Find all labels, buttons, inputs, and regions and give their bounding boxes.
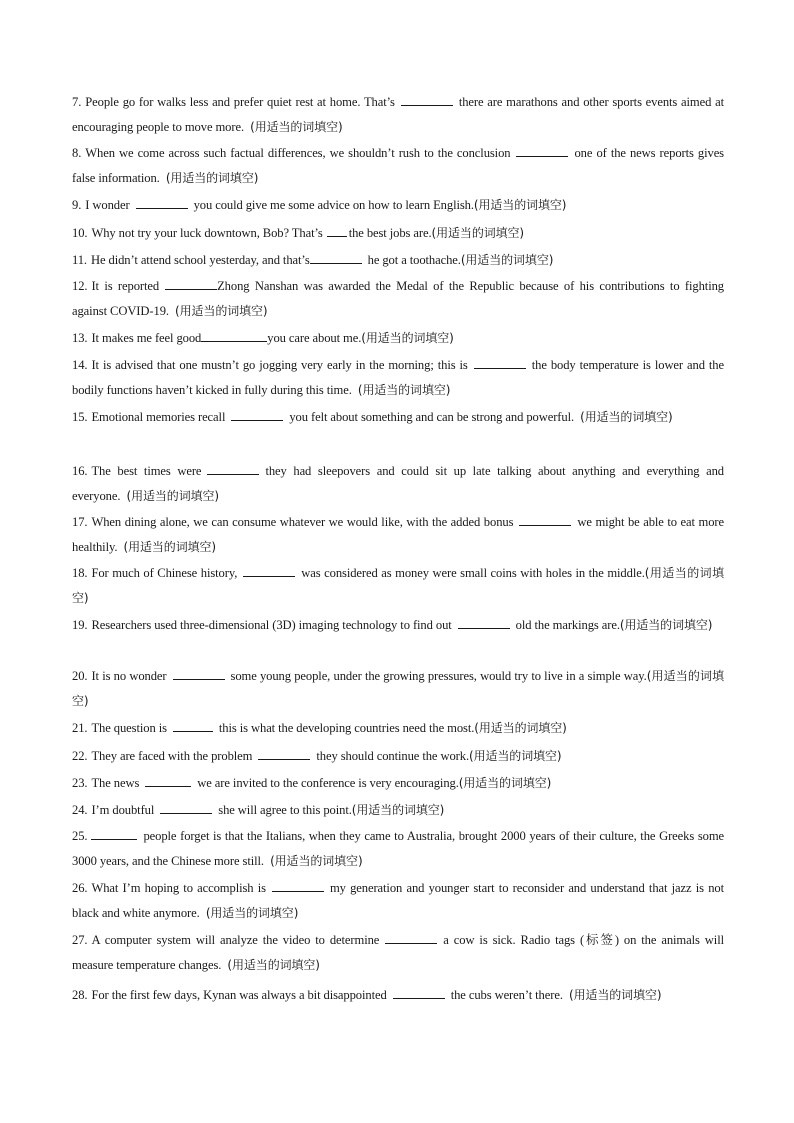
answer-blank[interactable] (385, 931, 437, 944)
fill-blank-instruction: (用适当的词填空) (205, 906, 299, 920)
fill-blank-instruction: (用适当的词填空) (72, 566, 724, 605)
question-number: 25. (72, 829, 88, 843)
answer-blank[interactable] (160, 801, 212, 814)
question-text-before: It is reported (91, 279, 160, 293)
question-text-before: What I’m hoping to accomplish is (91, 881, 266, 895)
question-number: 16. (72, 464, 88, 478)
question-number: 28. (72, 988, 88, 1002)
answer-blank[interactable] (458, 616, 510, 629)
answer-blank[interactable] (393, 986, 445, 999)
question-text-before: For much of Chinese history, (91, 566, 238, 580)
fill-blank-instruction: (用适当的词填空) (474, 721, 567, 735)
question-number: 20. (72, 669, 88, 683)
question-number: 11. (72, 253, 87, 267)
question-text-after: she will agree to this point. (218, 803, 352, 817)
question-number: 14. (72, 358, 88, 372)
question-text-after: you could give me some advice on how to learn English. (193, 198, 474, 212)
fill-blank-instruction: (用适当的词填空) (165, 171, 259, 185)
fill-blank-instruction: (用适当的词填空) (568, 988, 662, 1002)
question-23 (72, 771, 724, 796)
answer-blank[interactable] (173, 667, 225, 680)
question-text-after: was considered as money were small coins with holes in the middle. (301, 566, 645, 580)
question-17 (72, 510, 724, 560)
question-11 (72, 248, 724, 273)
question-text-after: the body temperature is lower and the bodily functions haven’t kicked in fully during this time. (72, 358, 724, 397)
fill-blank-instruction: (用适当的词填空) (357, 383, 451, 397)
fill-blank-instruction: (用适当的词填空) (469, 749, 562, 763)
question-27 (72, 928, 724, 978)
question-20 (72, 664, 724, 714)
answer-blank[interactable] (516, 144, 568, 157)
question-text-after: my generation and younger start to reconsider and understand that jazz is not black and white anymore. (72, 881, 724, 920)
question-text-after: we might be able to eat more healthily. (72, 515, 724, 554)
fill-blank-instruction: (用适当的词填空) (431, 226, 524, 240)
question-number: 19. (72, 618, 88, 632)
question-text-before: It is advised that one mustn’t go jogging very early in the morning; this is (91, 358, 468, 372)
question-text-after: this is what the developing countries need the most. (218, 721, 475, 735)
question-number: 27. (72, 933, 88, 947)
question-12 (72, 274, 724, 324)
question-10 (72, 221, 724, 246)
question-number: 15. (72, 410, 88, 424)
question-28 (72, 983, 724, 1008)
question-18 (72, 561, 724, 611)
question-text-after: Zhong Nanshan was awarded the Medal of the Republic because of his contributions to fighting against COVID-19. (72, 279, 724, 318)
question-text-before: It makes me feel good (91, 331, 202, 345)
question-text-before: I’m doubtful (91, 803, 155, 817)
fill-blank-instruction: (用适当的词填空) (270, 854, 363, 868)
question-16 (72, 459, 724, 509)
question-text-after: we are invited to the conference is very encouraging. (197, 776, 459, 790)
fill-blank-instruction: (用适当的词填空) (175, 304, 268, 318)
question-text-after: the cubs weren’t there. (450, 988, 563, 1002)
answer-blank[interactable] (243, 564, 295, 577)
question-text-before: Researchers used three-dimensional (3D) imaging technology to find out (91, 618, 452, 632)
fill-blank-instruction: (用适当的词填空) (351, 803, 445, 817)
fill-blank-instruction: (用适当的词填空) (123, 540, 216, 554)
fill-blank-instruction: (用适当的词填空) (580, 410, 673, 424)
question-text-after: some young people, under the growing pressures, would try to live in a simple way. (230, 669, 647, 683)
fill-blank-instruction: (用适当的词填空) (361, 331, 454, 345)
question-text-before: Emotional memories recall (91, 410, 226, 424)
fill-blank-instruction: (用适当的词填空) (458, 776, 552, 790)
answer-blank[interactable] (201, 329, 267, 342)
question-text-before: People go for walks less and prefer quiet rest at home. That’s (85, 95, 395, 109)
question-22 (72, 744, 724, 769)
question-text-after: the best jobs are. (348, 226, 432, 240)
question-number: 10. (72, 226, 88, 240)
question-text-after: people forget is that the Italians, when they came to Australia, brought 2000 years of their culture, the Greeks some 3000 years, and the Chinese more still. (72, 829, 724, 868)
question-25 (72, 824, 724, 874)
question-text-after: one of the news reports gives false information. (72, 146, 724, 185)
fill-blank-instruction: (用适当的词填空) (473, 198, 567, 212)
answer-blank[interactable] (327, 224, 347, 237)
question-text-after: there are marathons and other sports events aimed at encouraging people to move more. (72, 95, 724, 134)
fill-blank-instruction: (用适当的词填空) (460, 253, 554, 267)
question-14 (72, 353, 724, 403)
question-13 (72, 326, 724, 351)
question-19 (72, 613, 724, 638)
question-text-before: The best times were (91, 464, 202, 478)
question-text-before: The question is (91, 721, 167, 735)
question-number: 8. (72, 146, 82, 160)
fill-blank-instruction: (用适当的词填空) (72, 669, 724, 708)
question-text-after: old the markings are. (515, 618, 620, 632)
question-number: 13. (72, 331, 88, 345)
fill-blank-instruction: (用适当的词填空) (250, 120, 343, 134)
question-number: 24. (72, 803, 88, 817)
question-9 (72, 193, 724, 218)
fill-blank-instruction: (用适当的词填空) (126, 489, 219, 503)
question-text-after: they should continue the work. (316, 749, 470, 763)
answer-blank[interactable] (258, 747, 310, 760)
fill-blank-instruction: (用适当的词填空) (227, 958, 320, 972)
question-text-before: A computer system will analyze the video to determine (91, 933, 380, 947)
answer-blank[interactable] (231, 408, 283, 421)
question-number: 9. (72, 198, 82, 212)
question-number: 7. (72, 95, 82, 109)
question-number: 22. (72, 749, 88, 763)
question-text-after: he got a toothache. (367, 253, 461, 267)
question-text-after: you care about me. (267, 331, 362, 345)
answer-blank[interactable] (91, 827, 137, 840)
question-7 (72, 90, 724, 140)
question-8 (72, 141, 724, 191)
question-text-before: For the first few days, Kynan was always a bit disappointed (91, 988, 387, 1002)
question-text-before: Why not try your luck downtown, Bob? That’s (91, 226, 323, 240)
question-24 (72, 798, 724, 823)
answer-blank[interactable] (145, 774, 191, 787)
question-text-after: you felt about something and can be strong and powerful. (289, 410, 575, 424)
question-26 (72, 876, 724, 926)
question-text-after: a cow is sick. Radio tags (标签) on the animals will measure temperature changes. (72, 933, 724, 972)
answer-blank[interactable] (474, 356, 526, 369)
answer-blank[interactable] (519, 513, 571, 526)
question-21 (72, 716, 724, 741)
question-text-before: He didn’t attend school yesterday, and that’s (90, 253, 310, 267)
answer-blank[interactable] (207, 462, 259, 475)
question-text-before: It is no wonder (91, 669, 167, 683)
answer-blank[interactable] (272, 879, 324, 892)
question-number: 12. (72, 279, 88, 293)
question-15 (72, 405, 724, 430)
question-text-before: I wonder (85, 198, 130, 212)
answer-blank[interactable] (173, 719, 213, 732)
answer-blank[interactable] (310, 251, 362, 264)
answer-blank[interactable] (165, 277, 217, 290)
question-number: 23. (72, 776, 88, 790)
fill-blank-instruction: (用适当的词填空) (619, 618, 713, 632)
question-number: 18. (72, 566, 88, 580)
question-text-before: When dining alone, we can consume whatever we would like, with the added bonus (91, 515, 514, 529)
question-text-before: The news (91, 776, 140, 790)
question-text-before: They are faced with the problem (91, 749, 253, 763)
question-text-after: they had sleepovers and could sit up late talking about anything and everything and everyone. (72, 464, 725, 503)
question-number: 17. (72, 515, 88, 529)
answer-blank[interactable] (401, 93, 453, 106)
question-number: 26. (72, 881, 88, 895)
question-text-before: When we come across such factual differences, we shouldn’t rush to the conclusion (85, 146, 511, 160)
question-number: 21. (72, 721, 88, 735)
answer-blank[interactable] (136, 196, 188, 209)
